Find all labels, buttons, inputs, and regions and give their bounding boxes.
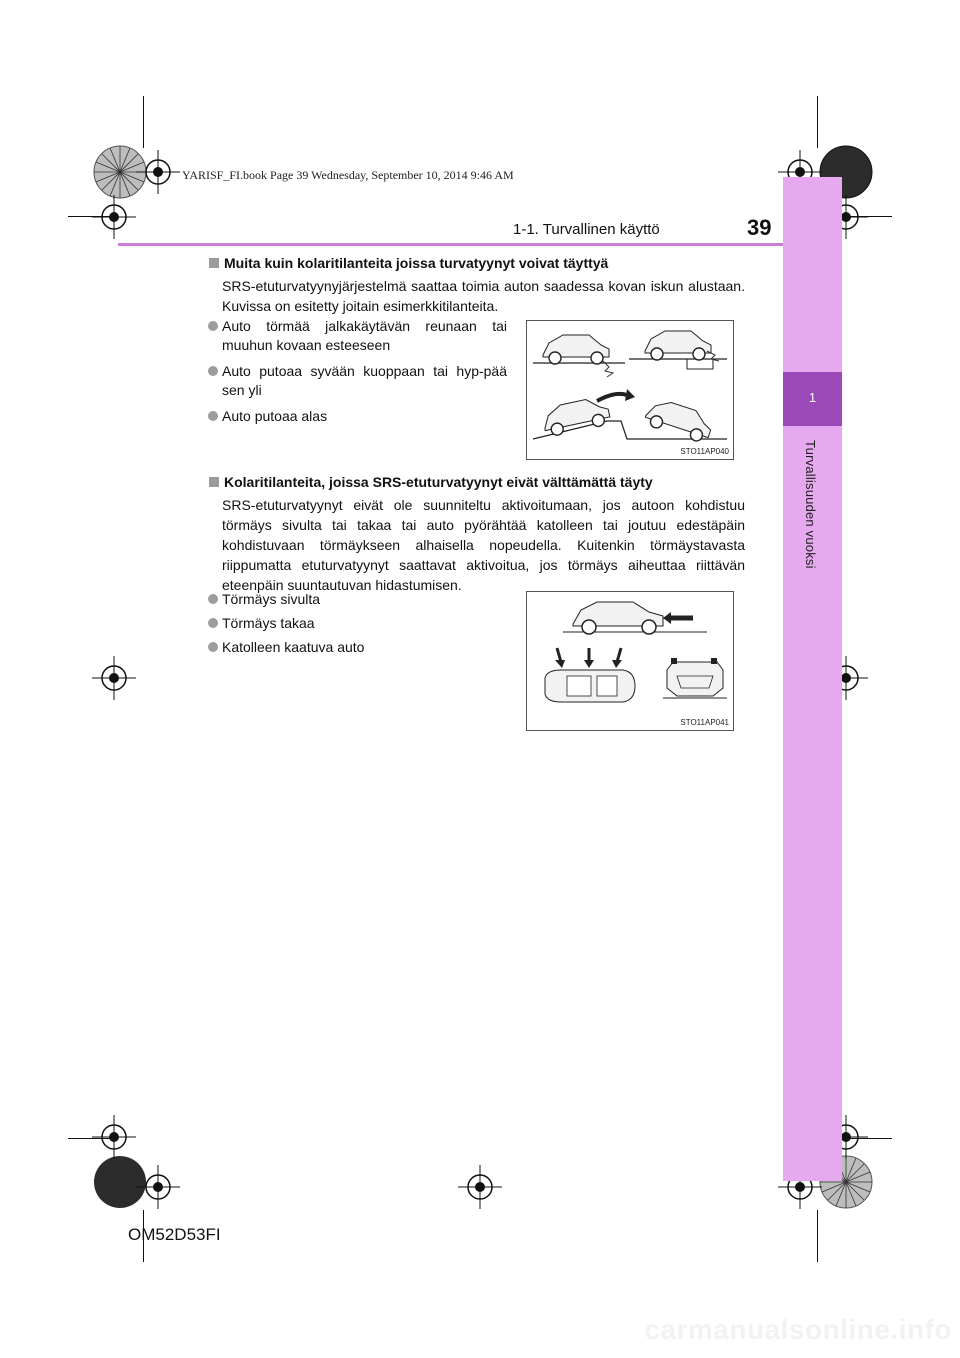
- chapter-side-tab: [783, 177, 842, 1181]
- crosshair-bottom-center-icon: [458, 1165, 502, 1209]
- bullet-list: [207, 590, 507, 664]
- square-bullet-icon: [209, 477, 219, 487]
- list-item-text: Katolleen kaatuva auto: [222, 639, 365, 655]
- crop-line: [68, 216, 116, 217]
- list-item-text: Törmäys sivulta: [222, 591, 321, 607]
- list-item: [207, 614, 507, 633]
- watermark-text: carmanualsonline.info: [644, 1314, 952, 1345]
- circle-bullet-icon: [208, 411, 218, 421]
- list-item: [207, 590, 507, 609]
- section-heading-text: Muita kuin kolaritilanteita joissa turvatyynyt voivat täyttyä: [224, 255, 609, 271]
- crosshair-left-lower-icon: [92, 1115, 136, 1159]
- crosshair-left-upper-icon: [92, 195, 136, 239]
- square-bullet-icon: [209, 258, 219, 268]
- bullet-list: [207, 317, 507, 433]
- section-paragraph: SRS-etuturvatyynyjärjestelmä saattaa toimia auton saadessa kovan iskun alustaan. Kuvissa on esitetty joitain esimerkkitilanteita.: [222, 278, 745, 314]
- illustration-side-rear-rollover: [526, 591, 734, 731]
- crop-line: [844, 1138, 892, 1139]
- list-item-text: Auto putoaa syvään kuoppaan tai hyp-pää sen yli: [222, 363, 507, 398]
- print-info: YARISF_FI.book Page 39 Wednesday, September 10, 2014 9:46 AM: [182, 168, 514, 182]
- circle-bullet-icon: [208, 321, 218, 331]
- crop-line: [143, 96, 144, 148]
- crop-line: [817, 96, 818, 148]
- page-number: 39: [747, 215, 772, 240]
- car-impact-illustration-icon: [527, 321, 733, 459]
- illustration-curb-and-pit-impacts: [526, 320, 734, 460]
- circle-bullet-icon: [208, 366, 218, 376]
- list-item: [207, 407, 507, 426]
- list-item: [207, 317, 507, 355]
- section-heading: [209, 474, 653, 490]
- crop-line: [817, 1210, 818, 1262]
- section-heading-text: Kolaritilanteita, joissa SRS-etuturvatyynyt eivät välttämättä täyty: [224, 474, 653, 490]
- figure-code: STO11AP041: [680, 718, 729, 727]
- list-item: [207, 638, 507, 657]
- crosshair-left-middle-icon: [92, 656, 136, 700]
- list-item: [207, 362, 507, 400]
- crop-line: [844, 216, 892, 217]
- section-heading: [209, 255, 608, 271]
- chapter-title: Turvallisuuden vuoksi: [803, 440, 818, 569]
- crosshair-bottom-left-icon: [136, 1165, 180, 1209]
- circle-bullet-icon: [208, 594, 218, 604]
- chapter-number: 1: [808, 390, 817, 405]
- figure-code: STO11AP040: [680, 447, 729, 456]
- circle-bullet-icon: [208, 642, 218, 652]
- section-paragraph: SRS-etuturvatyynyt eivät ole suunniteltu aktivoitumaan, jos autoon kohdistuu törmäys sivulta tai takaa tai auto pyörähtää katolleen tai joutuu edestäpäin kohdistuvaan törmäykseen alhaisella nopeudella. Kuitenkin törmäystavasta riippumatta etuturvatyynyt saattavat aktivoitua, jos törmäys aiheuttaa riittävän eteenpäin suuntautuvan hidastumisen.: [222, 497, 745, 593]
- crop-line: [68, 1138, 116, 1139]
- circle-bullet-icon: [208, 618, 218, 628]
- watermark: [0, 1314, 960, 1358]
- header-rule: [118, 243, 783, 246]
- crosshair-top-left-icon: [136, 150, 180, 194]
- manual-code: OM52D53FI: [128, 1225, 221, 1244]
- section-title: 1-1. Turvallinen käyttö: [513, 221, 660, 238]
- list-item-text: Auto putoaa alas: [222, 408, 328, 424]
- car-collision-types-illustration-icon: [527, 592, 733, 730]
- list-item-text: Törmäys takaa: [222, 615, 315, 631]
- list-item-text: Auto törmää jalkakäytävän reunaan tai muuhun kovaan esteeseen: [222, 318, 507, 353]
